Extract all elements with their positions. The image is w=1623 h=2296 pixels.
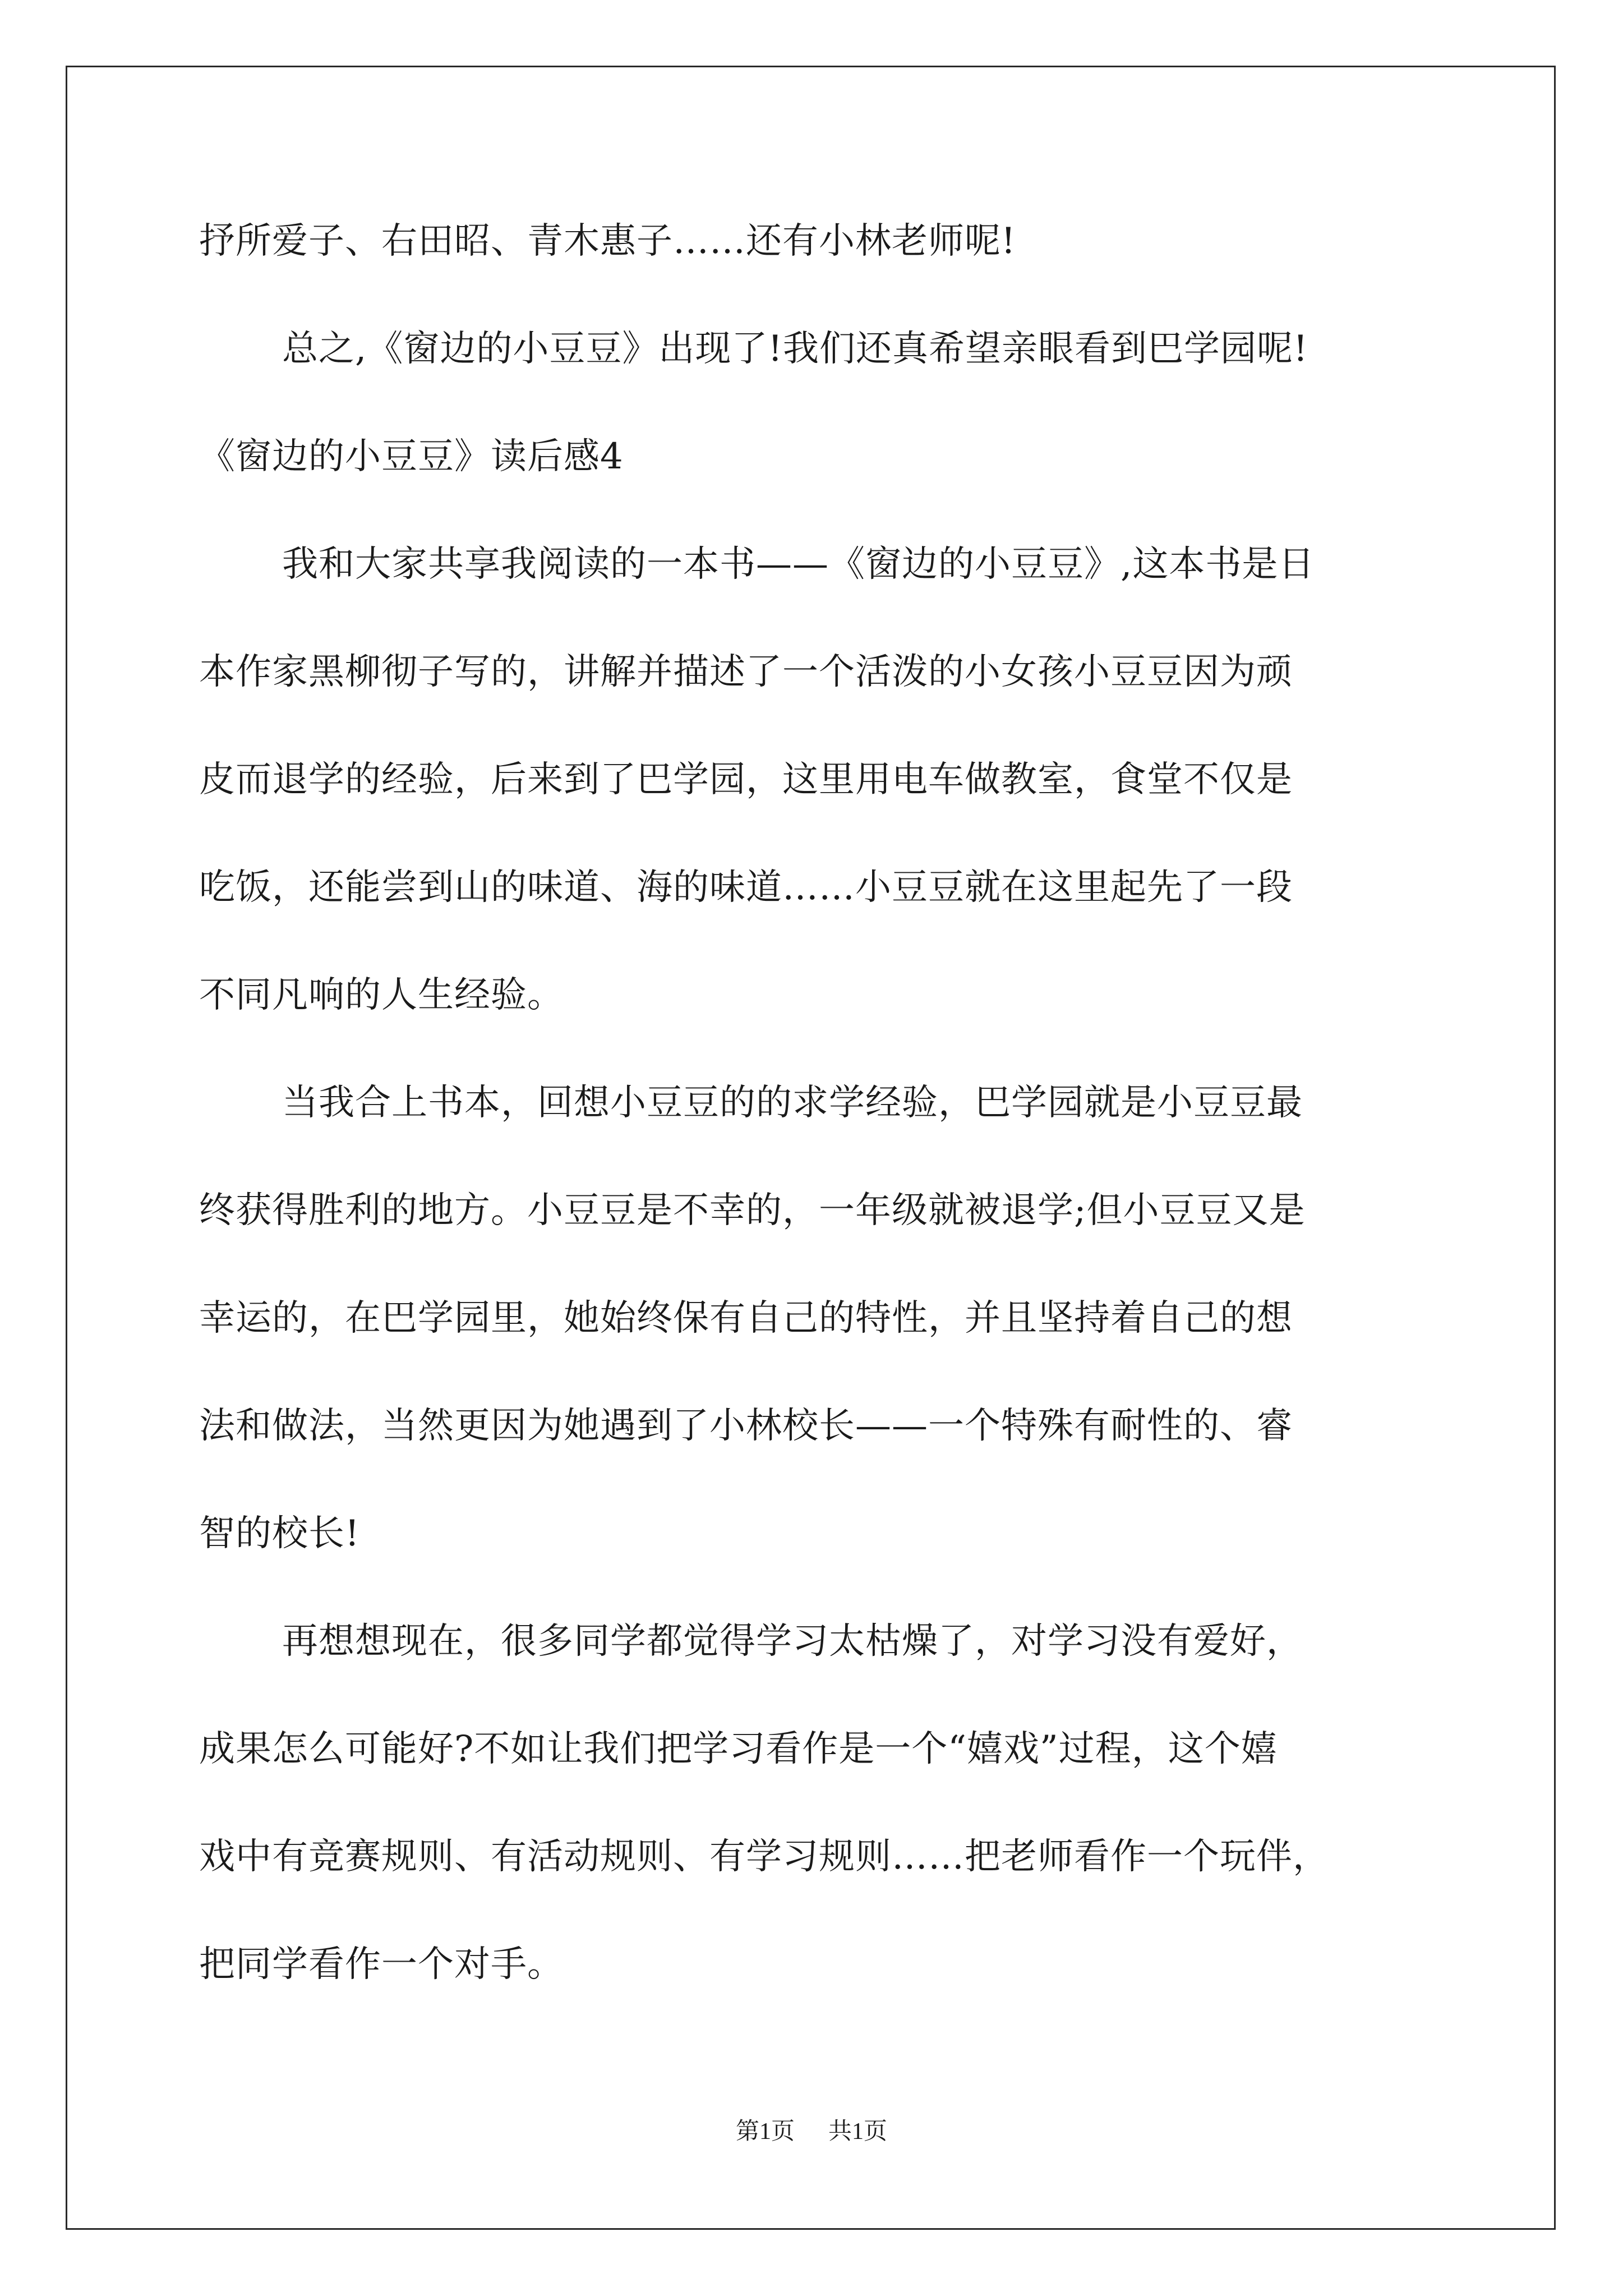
text-line: 吃饭，还能尝到山的味道、海的味道……小豆豆就在这里起先了一段 [199, 867, 1293, 908]
text-line: 幸运的，在巴学园里，她始终保有自己的特性，并且坚持着自己的想 [199, 1297, 1293, 1339]
text-line: 不同凡响的人生经验。 [199, 974, 564, 1016]
text-line: 本作家黑柳彻子写的，讲解并描述了一个活泼的小女孩小豆豆因为顽 [199, 651, 1293, 693]
paragraph-line: 我和大家共享我阅读的一本书——《窗边的小豆豆》,这本书是日 [282, 544, 1315, 585]
page-number-current: 第1页 [735, 2119, 795, 2145]
text-line: 把同学看作一个对手。 [199, 1944, 564, 1985]
text-line: 法和做法，当然更因为她遇到了小林校长——一个特殊有耐性的、睿 [199, 1405, 1293, 1447]
text-line: 戏中有竞赛规则、有活动规则、有学习规则……把老师看作一个玩伴， [199, 1836, 1329, 1878]
page-footer [0, 2115, 1623, 2148]
text-line: 皮而退学的经验，后来到了巴学园，这里用电车做教室，食堂不仅是 [199, 759, 1293, 800]
paragraph-line: 总之,《窗边的小豆豆》出现了!我们还真希望亲眼看到巴学园呢! [282, 328, 1308, 370]
page-border [66, 66, 1556, 2230]
text-line: 终获得胜利的地方。小豆豆是不幸的，一年级就被退学;但小豆豆又是 [199, 1190, 1306, 1231]
paragraph-line: 当我合上书本，回想小豆豆的的求学经验，巴学园就是小豆豆最 [282, 1082, 1303, 1124]
section-heading: 《窗边的小豆豆》读后感4 [199, 436, 624, 477]
page-number-total: 共1页 [828, 2119, 888, 2145]
paragraph-line: 再想想现在，很多同学都觉得学习太枯燥了，对学习没有爱好， [282, 1621, 1303, 1662]
text-line: 抒所爱子、右田昭、青木惠子……还有小林老师呢! [199, 220, 1016, 262]
text-line: 成果怎么可能好?不如让我们把学习看作是一个“嬉戏”过程，这个嬉 [199, 1728, 1278, 1770]
text-line: 智的校长! [199, 1513, 360, 1554]
